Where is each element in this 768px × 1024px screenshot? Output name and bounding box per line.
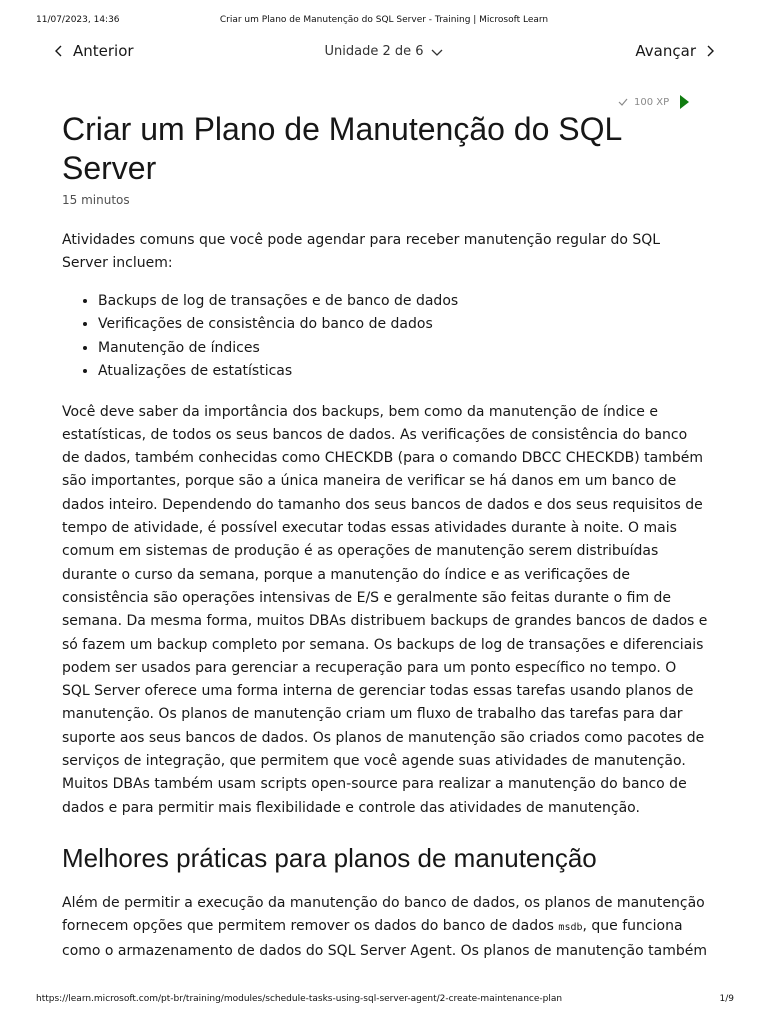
- next-label: Avançar: [635, 42, 696, 60]
- unit-selector[interactable]: [324, 44, 443, 59]
- intro-paragraph: Atividades comuns que você pode agendar para receber manutenção regular do SQL Server incluem:: [62, 232, 661, 272]
- next-unit-link[interactable]: [635, 42, 717, 60]
- body-paragraph: Você deve saber da importância dos backups, bem como da manutenção de índice e estatísticas, de todos os seus bancos de dados. As verificações de consistência do banco de dados, também conhecidas como CHECKDB (para o comando DBCC CHECKDB) também são importantes, porque são a única maneira de verificar se há danos em um banco de dados inteiro. Dependendo do tamanho dos seus bancos de dados e dos seus requisitos de tempo de atividade, é possível executar todas essas atividades durante à noite. O mais comum em sistemas de produção é as operações de manutenção serem distribuídas durante o curso da semana, porque a manutenção do índice e as verificações de consistência são operações intensivas de E/S e geralmente são feitas durante o fim de semana. Da mesma forma, muitos DBAs distribuem backups de grandes bancos de dados e só fazem um backup completo por semana. Os backups de log de transações e diferenciais podem ser usados para gerenciar a recuperação para um ponto específico no tempo. O SQL Server oferece uma forma interna de gerenciar todas essas tarefas usando planos de manutenção. Os planos de manutenção criam um fluxo de trabalho das tarefas para dar suporte aos seus bancos de dados. Os planos de manutenção são criados como pacotes de serviços de integração, que permitem que você agende suas atividades de manutenção. Muitos DBAs também usam scripts open-source para realizar a manutenção do banco de dados e para permitir mais flexibilidade e controle das atividades de manutenção.: [62, 403, 708, 816]
- unit-navigation: [0, 42, 768, 66]
- unit-label: Unidade 2 de 6: [324, 44, 424, 59]
- page-title: Criar um Plano de Manutenção do SQL Server: [62, 111, 622, 186]
- xp-label: 100 XP: [634, 96, 670, 108]
- list-item: • Backups de log de transações e de banco de dados: [98, 290, 708, 314]
- section-text-start: Além de permitir a execução da manutenção do banco de dados, os planos de manutenção fornecem opções que permitem remover os dados do banco de dados: [62, 894, 705, 935]
- chevron-right-icon: [703, 44, 717, 58]
- print-page-title: Criar um Plano de Manutenção do SQL Server - Training | Microsoft Learn: [219, 15, 549, 25]
- xp-indicator: [618, 94, 690, 110]
- inline-code: msdb: [558, 922, 583, 934]
- activity-list: [62, 290, 708, 384]
- print-footer: [0, 994, 768, 1008]
- print-url: https://learn.microsoft.com/pt-br/training/modules/schedule-tasks-using-sql-server-agent/2-create-maintenance-plan: [36, 994, 563, 1004]
- checkmark-icon: [618, 97, 628, 107]
- section-heading: Melhores práticas para planos de manutenção: [62, 842, 597, 873]
- article-content: [62, 229, 708, 963]
- list-item: • Manutenção de índices: [98, 337, 708, 361]
- section-text-end: , que funciona como o armazenamento de dados do SQL Server Agent. Os planos de manutenção também: [62, 918, 707, 959]
- section-paragraph: [62, 892, 708, 963]
- list-item: • Verificações de consistência do banco de dados: [98, 313, 708, 337]
- print-datetime: 11/07/2023, 14:36: [36, 15, 120, 25]
- chevron-down-icon: [430, 45, 444, 59]
- page-number: 1/9: [719, 994, 734, 1004]
- duration-label: 15 minutos: [62, 193, 130, 207]
- list-item: • Atualizações de estatísticas: [98, 360, 708, 384]
- play-icon: [679, 94, 690, 110]
- print-header: [0, 15, 768, 29]
- previous-label: Anterior: [73, 42, 134, 60]
